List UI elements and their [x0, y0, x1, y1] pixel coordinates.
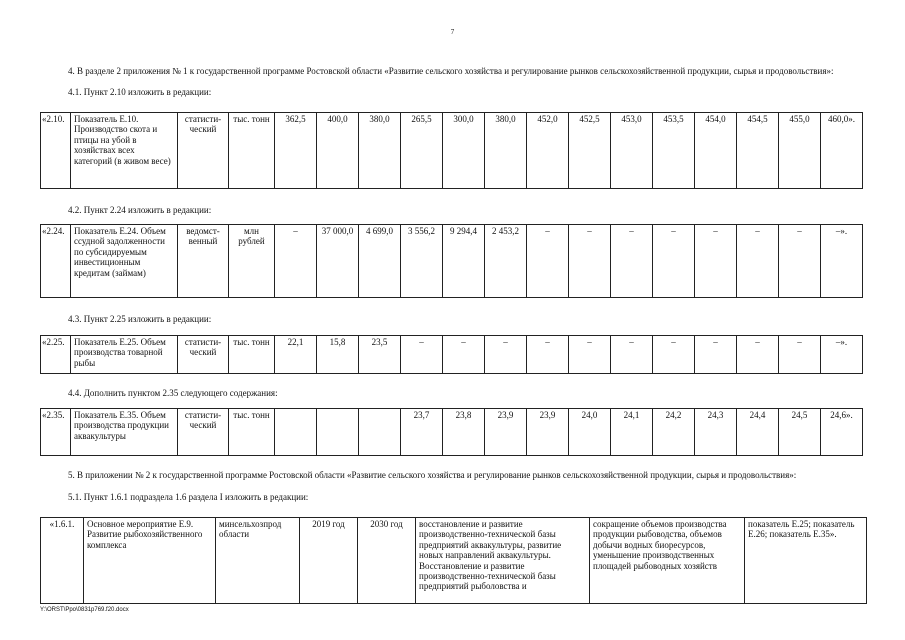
unit: тыс. тонн — [229, 113, 275, 189]
value-cell: – — [695, 225, 737, 298]
value-cell: – — [275, 225, 317, 298]
row-code: «2.24. — [41, 225, 71, 298]
value-cell: 24,0 — [569, 409, 611, 456]
paragraph-5: 5. В приложении № 2 к государственной программе Ростовской области «Развитие сельского хозяйства и регулирование рынков сельскохозяйственной продукции, сырья и продовольствия»: — [68, 470, 797, 480]
value-cell: –». — [821, 336, 863, 374]
measure-code: «1.6.1. — [41, 518, 84, 604]
table-2-25 — [40, 335, 863, 374]
value-cell: 460,0». — [821, 113, 863, 189]
item-4-2: 4.2. Пункт 2.24 изложить в редакции: — [68, 205, 212, 215]
value-cell: 23,9 — [527, 409, 569, 456]
value-cell: – — [443, 336, 485, 374]
value-cell: 24,2 — [653, 409, 695, 456]
value-cell: 300,0 — [443, 113, 485, 189]
value-cell: –». — [821, 225, 863, 298]
value-cell: 24,6». — [821, 409, 863, 456]
value-cell: 23,9 — [485, 409, 527, 456]
measure-end: 2030 год — [358, 518, 416, 604]
indicator-type: статисти-ческий — [178, 336, 229, 374]
value-cell: – — [653, 225, 695, 298]
indicator-name: Показатель Е.25. Объем производства товарной рыбы — [71, 336, 178, 374]
value-cell: 362,5 — [275, 113, 317, 189]
unit: тыс. тонн — [229, 409, 275, 456]
measure-name: Основное мероприятие Е.9. Развитие рыбохозяйственного комплекса — [84, 518, 216, 604]
value-cell: – — [569, 225, 611, 298]
measure-result: восстановление и развитие производственно-технической базы предприятий аквакультуры, развитие новых направлений аквакультуры. Восстановление и развитие производственно-технической базы предприятий рыболовства и — [416, 518, 590, 604]
value-cell: 23,5 — [359, 336, 401, 374]
value-cell: 400,0 — [317, 113, 359, 189]
indicator-name: Показатель Е.35. Объем производства продукции аквакультуры — [71, 409, 178, 456]
table-1-6-1 — [40, 517, 867, 604]
value-cell: 22,1 — [275, 336, 317, 374]
footer-file-path: Y:\ORST\Ppo\0831p769.f20.docx — [40, 607, 129, 613]
value-cell: – — [653, 336, 695, 374]
value-cell: 453,0 — [611, 113, 653, 189]
value-cell: 380,0 — [359, 113, 401, 189]
value-cell: – — [779, 336, 821, 374]
value-cell — [317, 409, 359, 456]
row-code: «2.35. — [41, 409, 71, 456]
value-cell: – — [401, 336, 443, 374]
value-cell: 380,0 — [485, 113, 527, 189]
value-cell: 24,4 — [737, 409, 779, 456]
value-cell: – — [737, 336, 779, 374]
indicator-type: статисти-ческий — [178, 409, 229, 456]
value-cell — [359, 409, 401, 456]
table-2-35 — [40, 408, 863, 456]
item-4-1: 4.1. Пункт 2.10 изложить в редакции: — [68, 87, 212, 97]
value-cell: 24,1 — [611, 409, 653, 456]
measure-start: 2019 год — [300, 518, 358, 604]
indicator-name: Показатель Е.10. Производство скота и птицы на убой в хозяйствах всех категорий (в живом весе) — [71, 113, 178, 189]
value-cell: – — [779, 225, 821, 298]
indicator-type: ведомст-венный — [178, 225, 229, 298]
unit: тыс. тонн — [229, 336, 275, 374]
value-cell: 3 556,2 — [401, 225, 443, 298]
value-cell: – — [695, 336, 737, 374]
value-cell: 37 000,0 — [317, 225, 359, 298]
value-cell: – — [485, 336, 527, 374]
value-cell: 2 453,2 — [485, 225, 527, 298]
unit: млн рублей — [229, 225, 275, 298]
table-2-24 — [40, 224, 863, 298]
page-number: 7 — [450, 28, 455, 36]
value-cell: – — [569, 336, 611, 374]
value-cell: – — [611, 336, 653, 374]
indicator-name: Показатель Е.24. Объем ссудной задолженности по субсидируемым инвестиционным кредитам (займам) — [71, 225, 178, 298]
value-cell: 15,8 — [317, 336, 359, 374]
row-code: «2.10. — [41, 113, 71, 189]
indicator-type: статисти-ческий — [178, 113, 229, 189]
value-cell: 454,5 — [737, 113, 779, 189]
value-cell: – — [527, 225, 569, 298]
value-cell: 452,0 — [527, 113, 569, 189]
paragraph-4: 4. В разделе 2 приложения № 1 к государственной программе Ростовской области «Развитие сельского хозяйства и регулирование рынков сельскохозяйственной продукции, сырья и продовольствия»: — [68, 66, 834, 76]
value-cell: 453,5 — [653, 113, 695, 189]
value-cell: 24,3 — [695, 409, 737, 456]
value-cell: 265,5 — [401, 113, 443, 189]
value-cell: 4 699,0 — [359, 225, 401, 298]
item-4-4: 4.4. Дополнить пунктом 2.35 следующего содержания: — [68, 388, 278, 398]
measure-indicators: показатель Е.25; показатель Е.26; показатель Е.35». — [745, 518, 867, 604]
value-cell: – — [611, 225, 653, 298]
item-5-1: 5.1. Пункт 1.6.1 подраздела 1.6 раздела I изложить в редакции: — [68, 492, 309, 502]
value-cell: 24,5 — [779, 409, 821, 456]
value-cell: 455,0 — [779, 113, 821, 189]
table-2-10 — [40, 112, 863, 189]
value-cell: – — [737, 225, 779, 298]
value-cell — [275, 409, 317, 456]
value-cell: 454,0 — [695, 113, 737, 189]
value-cell: 452,5 — [569, 113, 611, 189]
value-cell: 23,8 — [443, 409, 485, 456]
value-cell: 9 294,4 — [443, 225, 485, 298]
item-4-3: 4.3. Пункт 2.25 изложить в редакции: — [68, 314, 212, 324]
measure-executor: минсельхозпрод области — [216, 518, 300, 604]
value-cell: – — [527, 336, 569, 374]
measure-consequence: сокращение объемов производства продукции рыбоводства, объемов добычи водных биоресурсов, уменьшение производственных площадей рыбоводных хозяйств — [590, 518, 745, 604]
row-code: «2.25. — [41, 336, 71, 374]
value-cell: 23,7 — [401, 409, 443, 456]
